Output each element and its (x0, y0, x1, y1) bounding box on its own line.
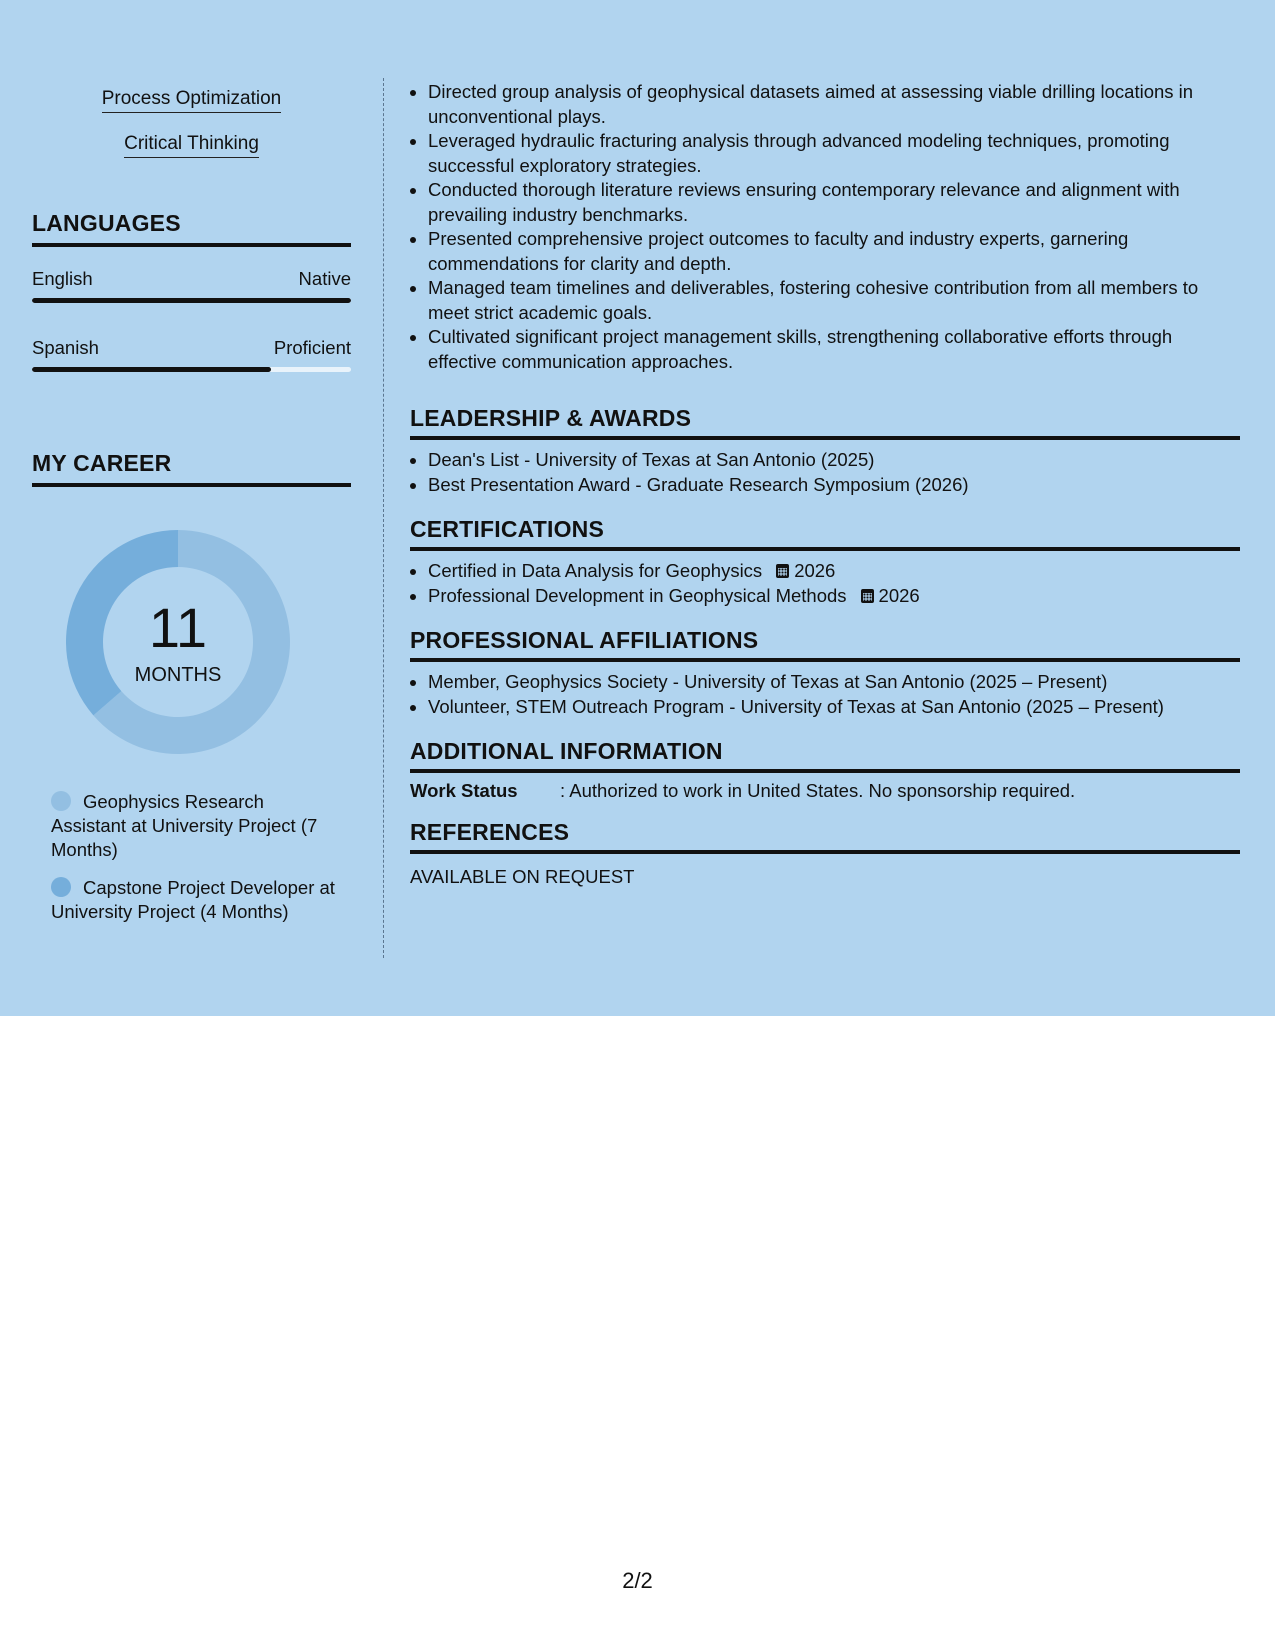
experience-bullet: • Conducted thorough literature reviews ensuring contemporary relevance and alignment with prevailing industry benchmarks. (428, 178, 1240, 227)
certifications-list (410, 559, 1240, 608)
experience-bullet: • Directed group analysis of geophysical datasets aimed at assessing viable drilling locations in unconventional plays. (428, 80, 1240, 129)
additional-info-heading: ADDITIONAL INFORMATION (410, 738, 1240, 773)
career-legend-item: Geophysics Research Assistant at University Project (7 Months) (51, 791, 318, 860)
affiliations-heading: PROFESSIONAL AFFILIATIONS (410, 627, 1240, 662)
language-name: Spanish (32, 337, 99, 358)
language-bar (32, 298, 351, 303)
experience-bullet: • Cultivated significant project management skills, strengthening collaborative efforts through effective communication approaches. (428, 325, 1240, 374)
affiliation-item: • Volunteer, STEM Outreach Program - University of Texas at San Antonio (2025 – Present) (428, 695, 1240, 720)
language-bar-fill (32, 298, 351, 303)
work-status-row (410, 780, 1075, 802)
work-status-label: Work Status (410, 780, 518, 801)
language-level: Native (298, 268, 351, 289)
leadership-heading: LEADERSHIP & AWARDS (410, 405, 1240, 440)
award-item: • Best Presentation Award - Graduate Research Symposium (2026) (428, 473, 1240, 498)
experience-bullets (410, 80, 1240, 374)
career-total-unit: MONTHS (134, 664, 222, 686)
skill-item: Critical Thinking (32, 133, 351, 155)
references-text: AVAILABLE ON REQUEST (410, 866, 635, 887)
calendar-icon (776, 564, 789, 578)
language-name: English (32, 268, 93, 289)
experience-bullet: • Managed team timelines and deliverables, fostering cohesive contribution from all members to meet strict academic goals. (428, 276, 1240, 325)
career-total-number: 11 (148, 596, 208, 659)
certifications-heading: CERTIFICATIONS (410, 516, 1240, 551)
experience-bullet: • Leveraged hydraulic fracturing analysis through advanced modeling techniques, promoting successful exploratory strategies. (428, 129, 1240, 178)
language-bar-fill (32, 367, 271, 372)
language-row (32, 337, 351, 359)
career-heading: MY CAREER (32, 450, 351, 487)
experience-bullet: • Presented comprehensive project outcomes to faculty and industry experts, garnering commendations for clarity and depth. (428, 227, 1240, 276)
certification-item: • Professional Development in Geophysical Methods 2026 (428, 584, 1240, 609)
certification-item: • Certified in Data Analysis for Geophysics 2026 (428, 559, 1240, 584)
leadership-list (410, 448, 1240, 497)
affiliations-list (410, 670, 1240, 719)
affiliation-item: • Member, Geophysics Society - University of Texas at San Antonio (2025 – Present) (428, 670, 1240, 695)
languages-heading: LANGUAGES (32, 210, 351, 247)
language-row (32, 268, 351, 290)
award-item: • Dean's List - University of Texas at San Antonio (2025) (428, 448, 1240, 473)
references-heading: REFERENCES (410, 819, 1240, 854)
career-legend-item: Capstone Project Developer at University Project (4 Months) (51, 877, 335, 922)
work-status-value: : Authorized to work in United States. No sponsorship required. (560, 780, 1076, 801)
language-level: Proficient (273, 337, 351, 358)
legend-dot-icon (51, 877, 71, 897)
language-bar (32, 367, 351, 372)
legend-dot-icon (51, 791, 71, 811)
page-number: 2/2 (622, 1568, 653, 1593)
skill-item: Process Optimization (32, 88, 351, 110)
calendar-icon (861, 589, 874, 603)
column-divider (383, 78, 384, 958)
